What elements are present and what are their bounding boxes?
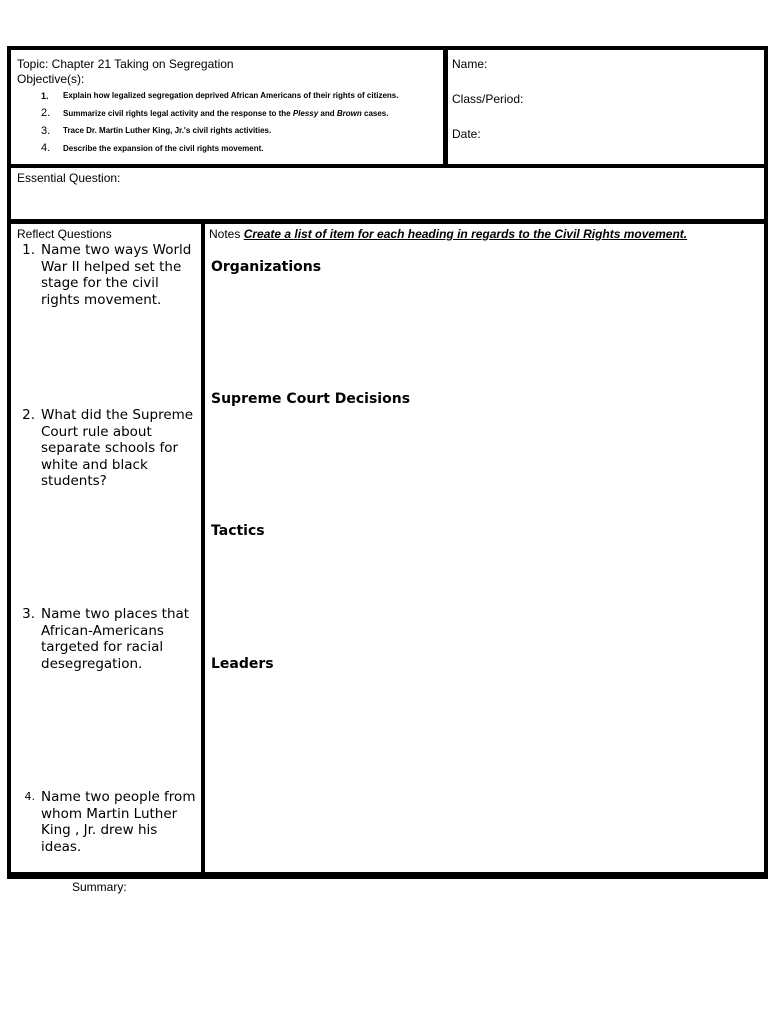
- question-number: 1.: [22, 242, 35, 258]
- objective-item: [41, 105, 443, 123]
- question-text: Name two people from whom Martin Luther King , Jr. drew his ideas.: [41, 789, 196, 855]
- notes-heading-supreme-court-decisions: Supreme Court Decisions: [211, 391, 411, 407]
- reflect-questions-cell: [11, 224, 201, 872]
- question-number: 3.: [22, 606, 35, 622]
- summary-label: Summary:: [72, 880, 127, 894]
- student-info-cell: [448, 50, 764, 164]
- question-text: Name two ways World War II helped set the stage for the civil rights movement.: [41, 242, 192, 308]
- objective-text: Describe the expansion of the civil rights movement.: [63, 143, 264, 153]
- notes-cell: [205, 224, 764, 872]
- cornell-notes-table: [7, 46, 768, 879]
- name-field-label: Name:: [452, 57, 488, 71]
- objective-number: 4.: [41, 142, 51, 155]
- notes-heading-tactics: Tactics: [211, 523, 265, 539]
- reflect-question-1: [22, 242, 201, 308]
- notes-heading-leaders: Leaders: [211, 656, 274, 672]
- notes-label: Notes: [209, 227, 244, 241]
- reflect-question-4: [24, 789, 201, 855]
- question-number: 4.: [24, 790, 35, 803]
- objectives-label: Objective(s):: [17, 72, 85, 86]
- reflect-question-3: [22, 606, 201, 672]
- notes-header: [209, 227, 687, 242]
- notes-instruction: Create a list of item for each heading in regards to the Civil Rights movement.: [243, 227, 688, 241]
- essential-question-label: Essential Question:: [17, 171, 121, 185]
- objective-item: [41, 87, 443, 105]
- question-text: What did the Supreme Court rule about separate schools for white and black students?: [41, 407, 194, 489]
- notes-heading-organizations: Organizations: [211, 259, 322, 275]
- topic-text: Topic: Chapter 21 Taking on Segregation: [17, 57, 234, 71]
- date-field-label: Date:: [452, 127, 481, 141]
- question-number: 2.: [22, 407, 35, 423]
- class-period-field-label: Class/Period:: [452, 92, 524, 106]
- question-text: Name two places that African-Americans targeted for racial desegregation.: [41, 606, 190, 672]
- objective-number: 1.: [41, 90, 49, 101]
- reflect-questions-label: Reflect Questions: [17, 227, 112, 241]
- topic-objectives-cell: [11, 50, 443, 164]
- objectives-list: [17, 87, 443, 157]
- essential-question-cell: [11, 168, 764, 219]
- reflect-question-2: [22, 407, 201, 490]
- objective-text: Summarize civil rights legal activity and the response to the Plessy and Brown cases.: [63, 108, 389, 118]
- objective-text: Explain how legalized segregation deprived African Americans of their rights of citizens.: [63, 91, 399, 101]
- objective-number: 2.: [41, 107, 51, 120]
- objective-text: Trace Dr. Martin Luther King, Jr.'s civil rights activities.: [63, 126, 272, 136]
- objective-item: [41, 122, 443, 140]
- objective-item: [41, 140, 443, 158]
- objective-number: 3.: [41, 124, 51, 137]
